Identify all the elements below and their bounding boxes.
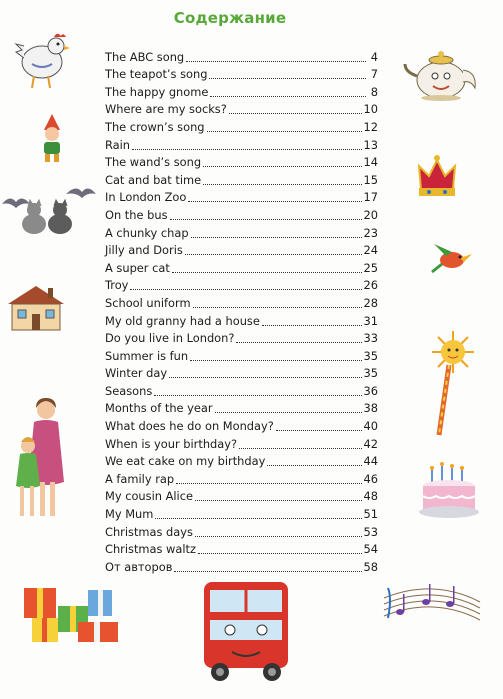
toc-entry [105,521,378,539]
toc-entry-page: 44 [363,454,378,469]
toc-entry [105,134,378,152]
toc-entry-title: We eat cake on my birthday [105,454,266,469]
toc-entry [105,398,378,416]
toc-dot-leader [198,552,362,554]
toc-entry-page: 25 [363,260,378,275]
toc-entry-page: 35 [363,366,378,381]
toc-entry [105,204,378,222]
toc-dot-leader [193,306,362,308]
toc-entry-page: 58 [363,559,378,574]
toc-dot-leader [215,411,362,413]
toc-dot-leader [188,200,361,202]
toc-entry-page: 4 [370,49,378,64]
toc-entry [105,275,378,293]
toc-entry [105,503,378,521]
toc-entry-title: My Mum [105,507,154,522]
toc-dot-leader [191,236,362,238]
toc-entry-page: 24 [363,243,378,258]
toc-entry [105,257,378,275]
crown-illustration [413,150,461,206]
toc-entry-title: The teapot’s song [105,67,208,82]
toc-entry-page: 36 [363,383,378,398]
toc-entry [105,486,378,504]
toc-entry-title: The crown’s song [105,119,205,134]
toc-entry [105,468,378,486]
toc-entry-page: 20 [363,207,378,222]
toc-entry-title: Christmas days [105,524,193,539]
table-of-contents [105,46,378,574]
toc-entry [105,345,378,363]
toc-dot-leader [185,253,362,255]
toc-dot-leader [203,183,361,185]
toc-entry-page: 53 [363,524,378,539]
cats-and-bats-illustration [0,184,100,240]
page-title: Содержание [173,9,287,27]
toc-entry [105,116,378,134]
toc-entry [105,81,378,99]
toc-entry [105,539,378,557]
toc-dot-leader [169,376,361,378]
toc-entry-title: От авторов [105,559,173,574]
toc-entry-title: A chunky chap [105,225,189,240]
toc-entry-title: My cousin Alice [105,489,193,504]
toc-dot-leader [172,271,362,273]
house-illustration [4,282,68,332]
toc-entry-title: The ABC song [105,49,185,64]
birthday-cake-illustration [418,462,480,522]
toc-entry-title: Winter day [105,366,168,381]
toc-entry-page: 12 [363,119,378,134]
toc-dot-leader [267,464,361,466]
toc-dot-leader [132,148,361,150]
toc-entry-title: Months of the year [105,401,213,416]
toc-dot-leader [236,341,361,343]
toc-entry-title: What does he do on Monday? [105,419,274,434]
toc-entry [105,169,378,187]
toc-entry-page: 17 [363,190,378,205]
toc-entry-title: Cat and bat time [105,172,202,187]
toc-dot-leader [186,60,366,62]
toc-dot-leader [176,482,361,484]
toc-entry-title: Seasons [105,383,153,398]
toc-entry-page: 54 [363,542,378,557]
toc-entry-title: A super cat [105,260,170,275]
toc-entry-page: 51 [363,507,378,522]
gnome-illustration [36,112,68,164]
toc-entry [105,328,378,346]
toc-dot-leader [155,517,361,519]
toc-entry-title: On the bus [105,207,168,222]
toc-entry-title: The wand’s song [105,155,202,170]
toc-entry-page: 7 [370,67,378,82]
toc-entry [105,363,378,381]
toc-entry-page: 42 [363,436,378,451]
music-notes-illustration [380,578,482,636]
toc-entry-page: 46 [363,471,378,486]
toc-entry-title: Troy [105,278,129,293]
toc-entry [105,152,378,170]
toc-entry-page: 14 [363,155,378,170]
toc-dot-leader [262,324,362,326]
toc-entry-title: The happy gnome [105,84,209,99]
teapot-illustration [403,42,481,104]
toc-entry-title: Christmas waltz [105,542,196,557]
toc-dot-leader [239,447,361,449]
toc-dot-leader [174,570,361,572]
toc-entry-page: 40 [363,419,378,434]
sun-wand-illustration [425,327,479,439]
toc-dot-leader [210,95,366,97]
toc-entry-title: School uniform [105,295,191,310]
toc-dot-leader [170,218,362,220]
mother-and-child-illustration [6,396,74,524]
toc-entry [105,240,378,258]
toc-dot-leader [195,535,362,537]
toc-entry-title: Summer is fun [105,348,189,363]
toc-entry-title: Jilly and Doris [105,243,183,258]
toc-entry [105,99,378,117]
toc-entry [105,46,378,64]
toc-dot-leader [209,77,366,79]
toc-entry-page: 38 [363,401,378,416]
toc-entry-page: 23 [363,225,378,240]
toc-entry [105,187,378,205]
bird-illustration [430,238,474,278]
toc-entry [105,556,378,574]
toc-entry [105,451,378,469]
toc-entry-title: In London Zoo [105,190,187,205]
toc-entry-page: 48 [363,489,378,504]
toc-entry [105,415,378,433]
toc-entry-title: Where are my socks? [105,102,227,117]
toc-entry [105,433,378,451]
toc-dot-leader [276,429,362,431]
toc-entry [105,310,378,328]
red-bus-illustration [196,578,296,684]
toc-entry-page: 15 [363,172,378,187]
toc-entry [105,222,378,240]
toc-entry-page: 31 [363,313,378,328]
toc-entry [105,64,378,82]
toc-dot-leader [154,394,361,396]
toc-entry [105,380,378,398]
gift-boxes-illustration [18,580,122,650]
toc-dot-leader [195,499,362,501]
toc-entry-page: 13 [363,137,378,152]
toc-entry-page: 8 [370,84,378,99]
toc-entry-page: 26 [363,278,378,293]
toc-entry-page: 28 [363,295,378,310]
toc-entry-title: Do you live in London? [105,331,235,346]
toc-dot-leader [229,112,362,114]
toc-entry-page: 35 [363,348,378,363]
toc-entry-title: When is your birthday? [105,436,238,451]
toc-entry-page: 33 [363,331,378,346]
toc-dot-leader [190,359,361,361]
toc-dot-leader [207,130,362,132]
chicken-illustration [12,24,72,92]
toc-entry-title: A family rap [105,471,175,486]
toc-entry-title: My old granny had a house [105,313,260,328]
toc-entry [105,292,378,310]
toc-dot-leader [203,165,361,167]
toc-dot-leader [130,288,361,290]
toc-entry-title: Rain [105,137,131,152]
toc-entry-page: 10 [363,102,378,117]
